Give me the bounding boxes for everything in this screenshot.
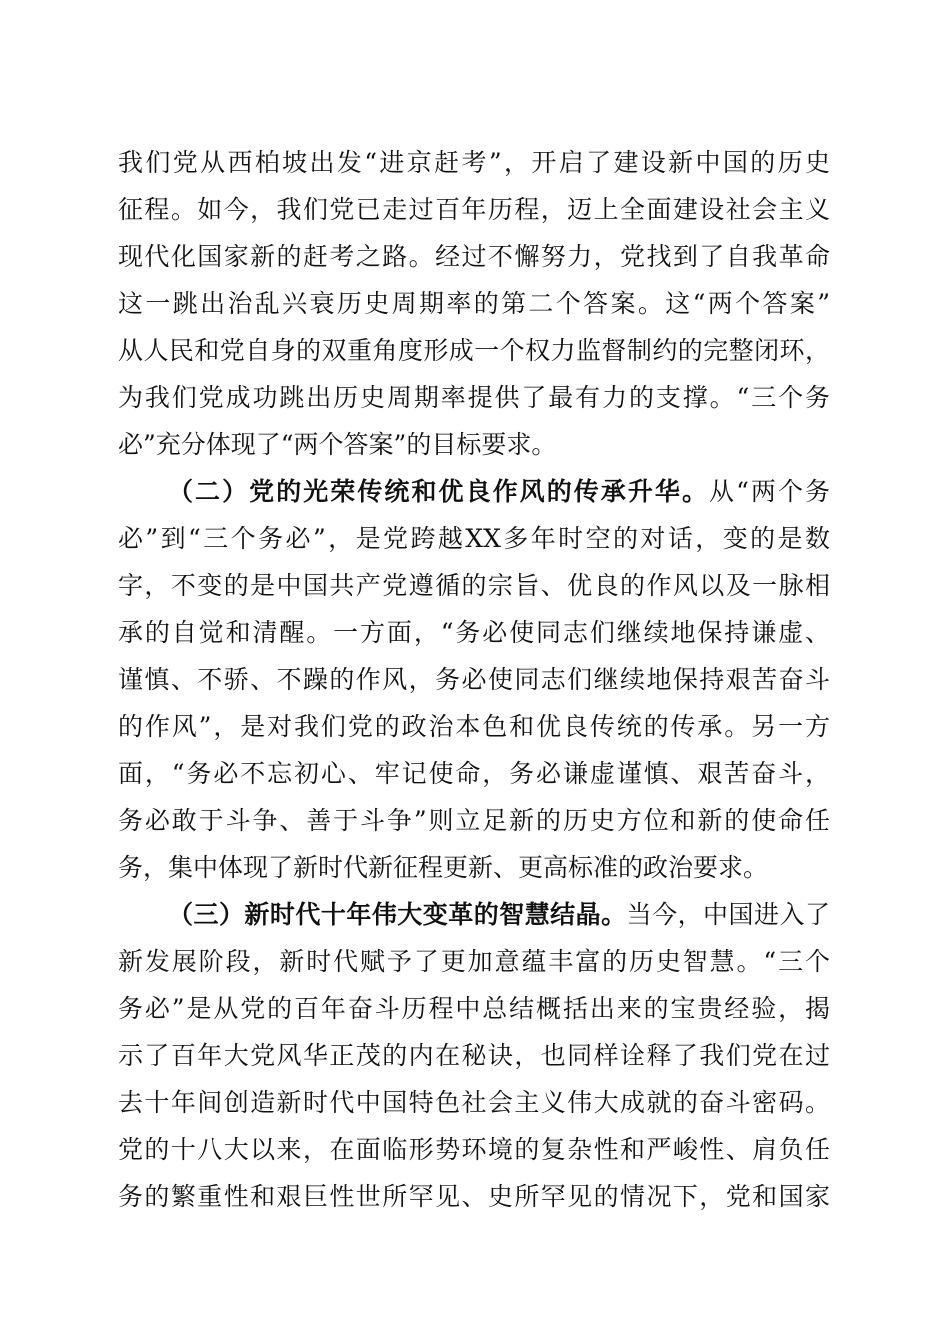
heading-line-rest: 当今，中国进入了: [626, 900, 830, 929]
text-line: [168, 893, 830, 937]
text-line: 务的繁重性和艰巨性世所罕见、史所罕见的情况下，党和国家: [118, 1182, 830, 1211]
text-line: 征程。如今，我们党已走过百年历程，迈上全面建设社会主义: [118, 195, 830, 224]
text-line: 承的自觉和清醒。一方面，“务必使同志们继续地保持谦虚、: [118, 618, 830, 647]
text-line: 面，“务必不忘初心、牢记使命，务必谦虚谨慎、艰苦奋斗，: [118, 759, 830, 788]
text-line: 示了百年大党风华正茂的内在秘诀，也同样诠释了我们党在过: [118, 1041, 830, 1070]
text-line: 务必敢于斗争、善于斗争”则立足新的历史方位和新的使命任: [118, 806, 830, 835]
heading-line-rest: 从“两个务: [709, 477, 830, 506]
text-line: [168, 470, 830, 514]
text-line: 新发展阶段，新时代赋予了更加意蕴丰富的历史智慧。“三个: [118, 947, 830, 976]
text-line: 去十年间创造新时代中国特色社会主义伟大成就的奋斗密码。: [118, 1088, 830, 1117]
text-line: 的作风”，是对我们党的政治本色和优良传统的传承。另一方: [118, 712, 830, 741]
text-line: 我们党从西柏坡出发“进京赶考”，开启了建设新中国的历史: [118, 148, 830, 177]
text-line: 为我们党成功跳出历史周期率提供了最有力的支撑。“三个务: [118, 383, 830, 412]
text-line: 现代化国家新的赶考之路。经过不懈努力，党找到了自我革命: [118, 242, 830, 271]
text-line: 这一跳出治乱兴衰历史周期率的第二个答案。这“两个答案”: [118, 289, 830, 318]
text-line: 谨慎、不骄、不躁的作风，务必使同志们继续地保持艰苦奋斗: [118, 665, 830, 694]
text-line: 党的十八大以来，在面临形势环境的复杂性和严峻性、肩负任: [118, 1135, 830, 1164]
text-line: 务必”是从党的百年奋斗历程中总结概括出来的宝贵经验，揭: [118, 994, 830, 1023]
text-line: 必”充分体现了“两个答案”的目标要求。: [118, 430, 557, 459]
text-line: 必”到“三个务必”，是党跨越XX多年时空的对话，变的是数: [118, 524, 830, 553]
section-heading-2: （二）党的光荣传统和优良作风的传承升华。: [168, 477, 710, 506]
text-line: 从人民和党自身的双重角度形成一个权力监督制约的完整闭环，: [118, 336, 830, 365]
text-line: 务，集中体现了新时代新征程更新、更高标准的政治要求。: [118, 853, 769, 882]
text-line: 字，不变的是中国共产党遵循的宗旨、优良的作风以及一脉相: [118, 571, 830, 600]
section-heading-3: （三）新时代十年伟大变革的智慧结晶。: [168, 900, 627, 929]
